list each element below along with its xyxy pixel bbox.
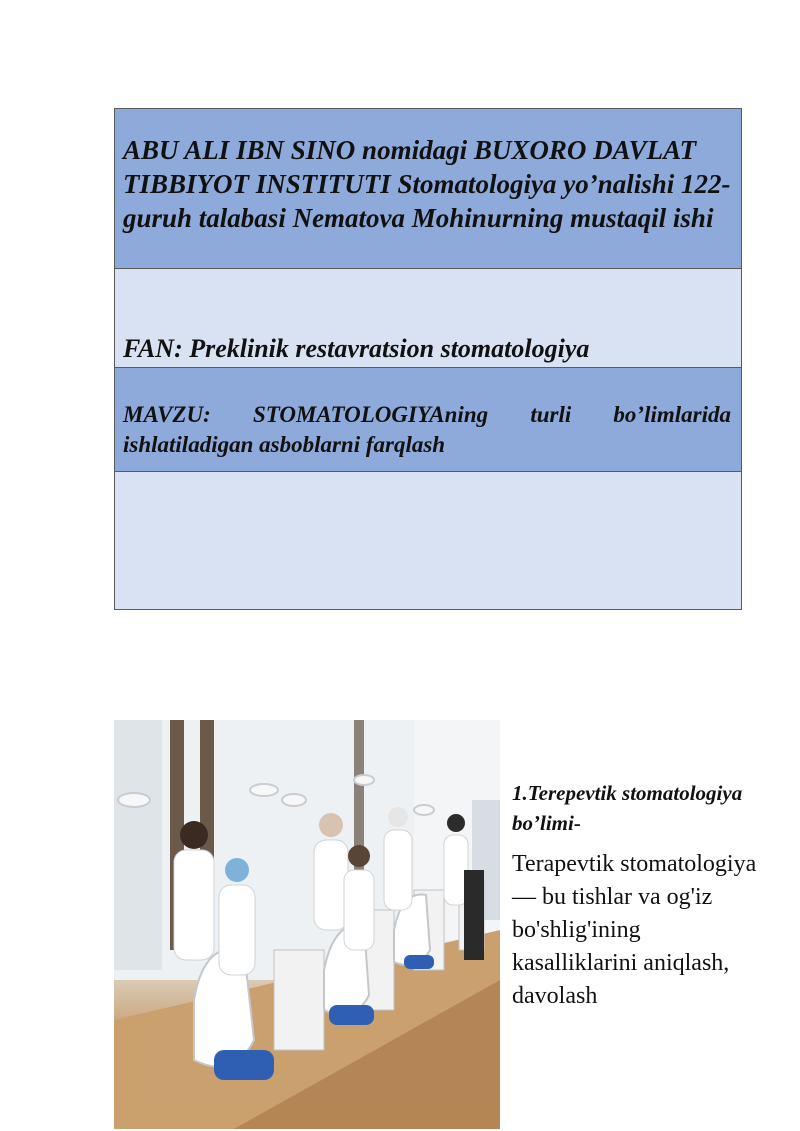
title-row — [115, 109, 741, 269]
header-table — [114, 108, 742, 610]
section-heading: 1.Terepevtik stomatologiya bo’limi- — [512, 781, 743, 835]
topic-label: MAVZU: STOMATOLOGIYAning turli bo’limlarida ishlatiladigan asboblarni farqlash — [123, 402, 731, 457]
subject-label: FAN: Preklinik restavratsion stomatologiya — [123, 334, 590, 363]
institute-title: ABU ALI IBN SINO nomidagi BUXORO DAVLAT TIBBIYOT INSTITUTI Stomatologiya yo’nalishi 122-guruh talabasi Nematova Mohinurning mustaqil ishi — [123, 135, 731, 233]
section-body: Terapevtik stomatologiya — bu tishlar va og'iz bo'shlig'ining kasalliklarini aniqlash, davolash — [512, 851, 757, 1009]
section-text — [512, 778, 762, 1013]
subject-row — [115, 269, 741, 368]
topic-row — [115, 368, 741, 472]
empty-row — [115, 472, 741, 609]
dental-clinic-photo — [114, 720, 500, 1129]
